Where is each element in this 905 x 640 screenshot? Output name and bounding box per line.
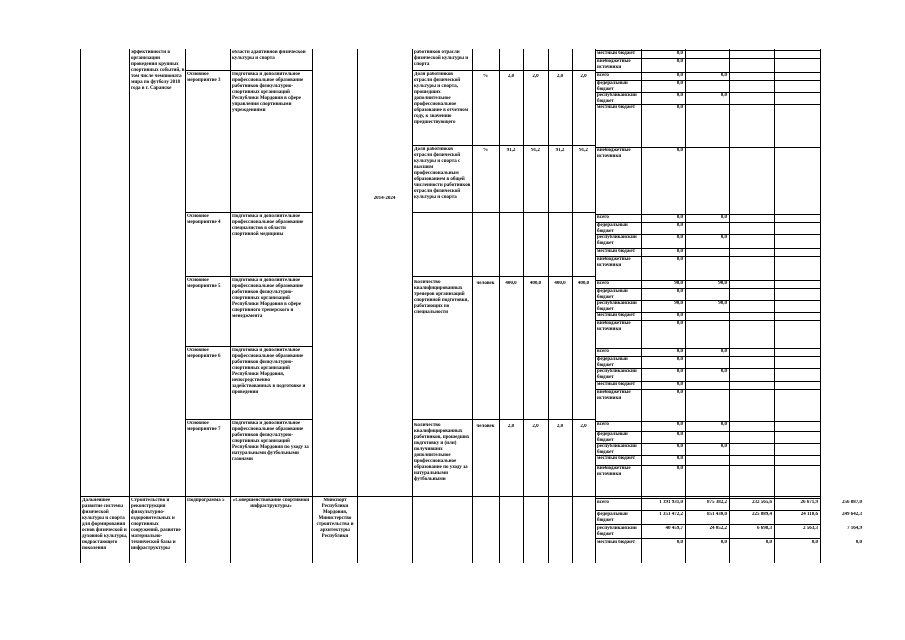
indicator-value: 91,2 <box>555 148 565 153</box>
funding-source: всего <box>597 73 609 78</box>
funding-value: 0,0 <box>676 390 683 395</box>
col-line <box>820 49 821 563</box>
funding-source: республиканский бюджет <box>597 444 637 455</box>
indicator-value: 400,0 <box>505 281 517 286</box>
funding-value: 256 887,0 <box>842 500 862 505</box>
indicator-unit: % <box>483 74 488 79</box>
indicator-value: 2,0 <box>507 424 515 429</box>
funding-source: внебюджетные источники <box>597 466 631 477</box>
row-line <box>80 496 821 497</box>
funding-value: 7 164,9 <box>847 526 862 531</box>
funding-value: 0,0 <box>676 81 683 86</box>
fin-row-line <box>595 538 820 539</box>
funding-value: 0,0 <box>720 349 727 354</box>
indicator-value: 400,0 <box>529 281 542 286</box>
indicator-value: 2,0 <box>580 74 587 79</box>
funding-value: 90,0 <box>674 281 683 286</box>
indicator-unit: человек <box>476 424 495 429</box>
indicator-value: 2,0 <box>556 424 564 429</box>
funding-source: внебюджетные источники <box>597 59 631 70</box>
funding-source: местный бюджет <box>597 313 636 318</box>
col-line <box>312 49 313 563</box>
activity-label: Основное мероприятие 7 <box>187 421 221 432</box>
funding-value: 875 382,2 <box>707 500 727 505</box>
funding-source: внебюджетные источники <box>597 321 631 332</box>
funding-value: 0,0 <box>720 235 727 240</box>
funding-value: 0,0 <box>676 289 683 294</box>
indicator-value: 400,0 <box>577 281 590 286</box>
activity-name: Подготовка и дополнительное профессиональное образование работников физкультурно-спортивных организаций Республики Мордовия по уходу за натуральными футбольными газонами <box>232 421 309 462</box>
funding-value: 1 351 472,2 <box>659 512 683 517</box>
funding-source: республиканский бюджет <box>597 526 637 537</box>
col-line <box>230 49 231 563</box>
subprogram-task: Строительство и реконструкция физкультурно-оздоровительных и спортивных сооружений, развитие материально-технической базы и инфраструктуры <box>131 498 181 551</box>
funding-value: 249 642,3 <box>842 512 862 517</box>
funding-value: 0,0 <box>720 422 727 427</box>
funding-value: 0,0 <box>676 432 683 437</box>
funding-source: внебюджетные источники <box>597 390 631 401</box>
goal-text: эффективности в организации проведения крупных спортивных событий, в том числе чемпионата мира по футболу 2018 года в г. Саранске <box>131 50 185 91</box>
funding-value: 6 698,3 <box>757 526 772 531</box>
funding-value: 0,0 <box>676 249 683 254</box>
row-line <box>412 70 595 71</box>
col-line <box>523 49 524 563</box>
funding-source: внебюджетные источники <box>597 148 631 159</box>
row-line <box>185 419 312 420</box>
row-line <box>185 346 312 347</box>
funding-source: федеральный бюджет <box>597 357 628 368</box>
fin-row-line <box>595 498 820 499</box>
col-line <box>729 49 730 563</box>
funding-source: местный бюджет <box>597 382 636 387</box>
funding-value: 0,0 <box>676 466 683 471</box>
indicator-value: 2,0 <box>532 424 539 429</box>
indicator-value: 2,0 <box>580 424 587 429</box>
funding-value: 1 391 931,0 <box>659 500 683 505</box>
funding-source: федеральный бюджет <box>597 432 628 443</box>
col-line <box>129 49 130 563</box>
fin-row-line <box>595 510 820 511</box>
funding-value: 0,0 <box>676 422 683 427</box>
activity-name-cont: области адаптивной физической культуры и спорта <box>232 50 306 61</box>
funding-source: местный бюджет <box>597 51 636 56</box>
row-line <box>185 212 312 213</box>
funding-value: 26 671,9 <box>800 500 818 505</box>
funding-value: 0,0 <box>811 540 818 545</box>
col-line <box>472 49 473 563</box>
activity-label: Основное мероприятие 6 <box>187 348 221 359</box>
funding-value: 0,0 <box>676 215 683 220</box>
subprogram-goal: Дальнейшее развитие системы физической культуры и спорта для формирования основ физической и духовной культуры, подрастающего поколения <box>82 498 128 551</box>
indicator-value: 91,2 <box>579 148 588 153</box>
indicator-value: 400,0 <box>554 281 566 286</box>
funding-value: 0,0 <box>676 235 683 240</box>
funding-value: 0,0 <box>676 382 683 387</box>
funding-value: 225 889,4 <box>752 512 772 517</box>
funding-value: 0,0 <box>676 73 683 78</box>
funding-source: местный бюджет <box>597 540 636 545</box>
funding-value: 0,0 <box>855 540 862 545</box>
subprogram-executor: Минспорт Республики Мордовия, Министерство строительства и архитектуры Республики <box>316 498 354 539</box>
funding-source: всего <box>597 500 609 505</box>
col-line <box>357 49 358 563</box>
col-line <box>548 49 549 563</box>
indicator-name: работников отрасли физической культуры и спорта <box>414 50 469 67</box>
funding-source: республиканский бюджет <box>597 93 637 103</box>
indicator-name: Количество квалифицированных тренеров организаций спортивной подготовки, работающих по специальности <box>414 280 469 315</box>
funding-value: 0,0 <box>720 73 727 78</box>
funding-source: всего <box>597 215 609 220</box>
funding-source: местный бюджет <box>597 456 636 461</box>
funding-value: 0,0 <box>676 51 683 56</box>
indicator-name: Доля работников отрасли физической культуры и спорта с высшим профессиональным образованием в общей численности работников отрасли физической культуры и спорта <box>414 147 471 200</box>
funding-value: 0,0 <box>720 215 727 220</box>
row-line <box>412 212 595 213</box>
funding-value: 2 563,3 <box>803 526 818 531</box>
funding-value: 0,0 <box>676 444 683 449</box>
funding-value: 0,0 <box>676 456 683 461</box>
activity-label: Основное мероприятие 3 <box>187 72 221 83</box>
funding-source: местный бюджет <box>597 249 636 254</box>
funding-value: 0,0 <box>676 349 683 354</box>
col-line <box>595 49 596 563</box>
activity-label: Основное мероприятие 5 <box>187 278 221 289</box>
row-line <box>412 145 595 146</box>
funding-source: федеральный бюджет <box>597 289 628 300</box>
funding-value: 232 565,6 <box>752 500 772 505</box>
funding-value: 0,0 <box>676 223 683 228</box>
activity-name: Подготовка и дополнительное профессиональное образование специалистов в области спортивной медицины <box>232 214 304 237</box>
activity-name: Подготовка и дополнительное профессиональное образование работников физкультурно-спортивных организаций Республики Мордовия в сфере спортивного тренерского и менеджмента <box>232 278 304 319</box>
funding-value: 0,0 <box>676 93 683 98</box>
indicator-value: 91,2 <box>531 148 540 153</box>
period: 2014-2024 <box>373 196 396 201</box>
funding-value: 0,0 <box>676 313 683 318</box>
col-line <box>499 49 500 563</box>
funding-value: 40 459,7 <box>665 526 683 531</box>
funding-value: 90,0 <box>718 301 727 306</box>
funding-value: 0,0 <box>720 93 727 98</box>
funding-source: республиканский бюджет <box>597 369 637 380</box>
col-line <box>412 49 413 563</box>
funding-source: федеральный бюджет <box>597 81 628 92</box>
col-line <box>80 49 81 563</box>
indicator-unit: человек <box>476 281 495 286</box>
subprogram-label: Подпрограмма 5 <box>187 498 225 503</box>
funding-value: 0,0 <box>720 369 727 374</box>
row-line <box>185 276 312 277</box>
indicator-value: 2,0 <box>532 74 539 79</box>
funding-value: 24 052,2 <box>709 526 727 531</box>
funding-source: внебюджетные источники <box>597 257 631 268</box>
funding-source: республиканский бюджет <box>597 301 637 312</box>
indicator-name: Доля работников отрасли физической культуры и спорта, прошедших дополнительное профессиональное образование в отчетном году, к значению предшествующего <box>414 72 469 125</box>
funding-value: 0,0 <box>720 444 727 449</box>
funding-value: 0,0 <box>676 357 683 362</box>
fin-row-line <box>595 524 820 525</box>
funding-value: 0,0 <box>676 321 683 326</box>
subprogram-name: «Совершенствование спортивной инфраструктуры» <box>232 498 310 509</box>
indicator-value: 2,0 <box>507 74 515 79</box>
funding-value: 0,0 <box>676 540 683 545</box>
funding-source: всего <box>597 422 609 427</box>
funding-value: 0,0 <box>765 540 772 545</box>
funding-source: республиканский бюджет <box>597 235 637 246</box>
funding-value: 0,0 <box>676 257 683 262</box>
row-line <box>185 70 312 71</box>
funding-value: 851 430,0 <box>707 512 727 517</box>
funding-source: федеральный бюджет <box>597 223 628 234</box>
activity-label: Основное мероприятие 4 <box>187 214 221 225</box>
row-line <box>412 276 595 277</box>
funding-source: всего <box>597 349 609 354</box>
funding-value: 90,0 <box>718 281 727 286</box>
indicator-value: 2,0 <box>556 74 564 79</box>
funding-value: 0,0 <box>676 369 683 374</box>
funding-value: 90,0 <box>674 301 683 306</box>
indicator-name: Количество квалифицированных работников, прошедших подготовку и (или) получивших дополнительное профессиональное образование по уходу за натуральными футбольными <box>414 423 470 482</box>
activity-name: Подготовка и дополнительное профессиональное образование работников физкультурно-спортивных организаций Республики Мордовия в сфере управления спортивными учреждениями <box>232 72 304 113</box>
col-line <box>185 49 186 563</box>
indicator-unit: % <box>483 148 488 153</box>
funding-value: 0,0 <box>720 540 727 545</box>
funding-source: местный бюджет <box>597 105 636 110</box>
funding-source: всего <box>597 281 609 286</box>
funding-value: 0,0 <box>676 148 683 153</box>
funding-value: 0,0 <box>676 105 683 110</box>
col-line <box>774 49 775 563</box>
activity-name: Подготовка и дополнительное профессиональное образование работников физкультурно-спортивных организаций Республики Мордовия, непосредственно задействованных в подготовке и проведении <box>232 348 306 395</box>
col-line <box>572 49 573 563</box>
row-line <box>412 419 595 420</box>
funding-value: 0,0 <box>676 59 683 64</box>
funding-value: 24 118,6 <box>800 512 818 517</box>
funding-source: федеральный бюджет <box>597 512 628 523</box>
indicator-value: 91,2 <box>506 148 516 153</box>
